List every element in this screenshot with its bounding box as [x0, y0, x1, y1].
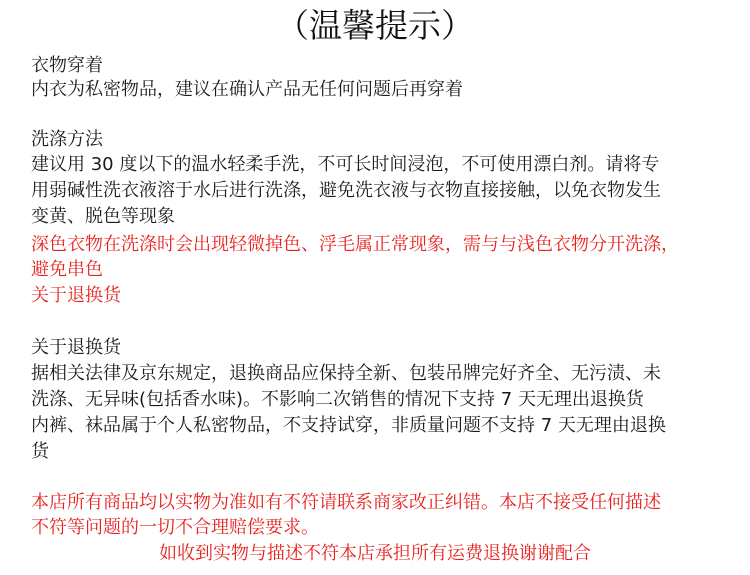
notice-centered-line: 如收到实物与描述不符本店承担所有运费退换谢谢配合 [159, 543, 591, 564]
washing-line-1: 建议用 30 度以下的温水轻柔手洗，不可长时间浸泡，不可使用漂白剂。请将专 [31, 154, 660, 175]
returns-line-1: 据相关法律及京东规定，退换商品应保持全新、包装吊牌完好齐全、无污渍、未 [31, 363, 661, 384]
washing-line-3: 变黄、脱色等现象 [31, 206, 175, 227]
washing-warning-line-3: 关于退换货 [31, 285, 121, 306]
washing-warning-line-1: 深色衣物在洗涤时会出现轻微掉色、浮毛属正常现象，需与与浅色衣物分开洗涤， [31, 234, 679, 255]
notice-line-1: 本店所有商品均以实物为准如有不符请联系商家改正纠错。本店不接受任何描述 [31, 492, 661, 513]
notice-line-2: 不符等问题的一切不合理赔偿要求。 [31, 517, 319, 538]
washing-line-2: 用弱碱性洗衣液溶于水后进行洗涤，避免洗衣液与衣物直接接触，以免衣物发生 [31, 180, 661, 201]
returns-heading: 关于退换货 [31, 337, 121, 358]
washing-warning-line-2: 避免串色 [31, 259, 103, 280]
wearing-line-1: 内衣为私密物品，建议在确认产品无任何问题后再穿着 [31, 79, 463, 100]
returns-line-3: 内裤、袜品属于个人私密物品，不支持试穿，非质量问题不支持 7 天无理由退换 [31, 415, 666, 436]
page-title: （温馨提示） [276, 6, 474, 45]
washing-heading: 洗涤方法 [31, 129, 103, 150]
returns-line-4: 货 [31, 441, 49, 462]
returns-line-2: 洗涤、无异味(包括香水味)。不影响二次销售的情况下支持 7 天无理出退换货 [31, 389, 644, 410]
wearing-heading: 衣物穿着 [31, 55, 103, 76]
